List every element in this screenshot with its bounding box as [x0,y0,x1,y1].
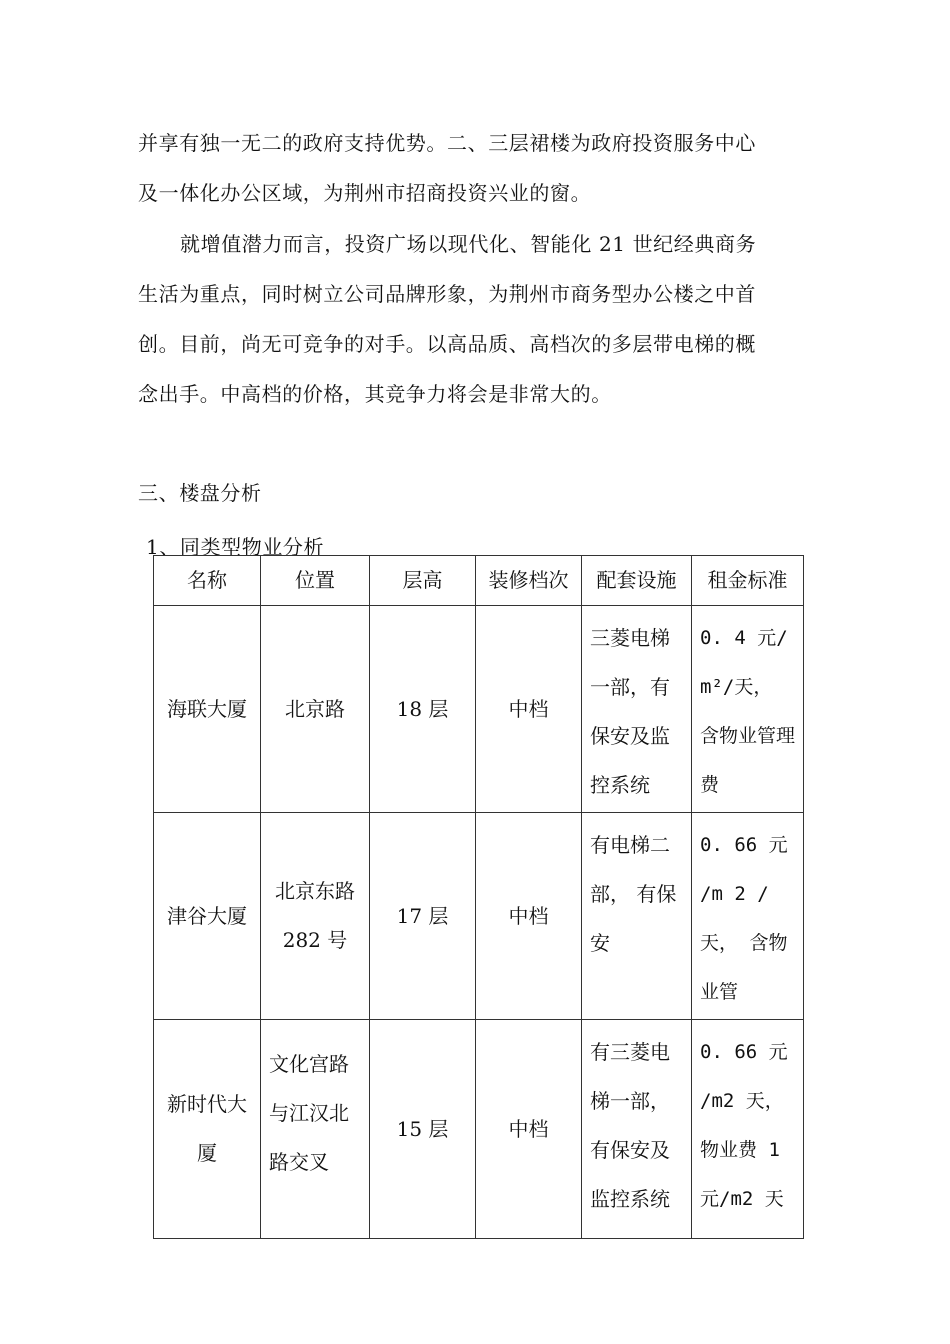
cell-decoration: 中档 [476,606,582,813]
table-row [154,606,804,813]
cell-name: 津谷大厦 [154,813,261,1020]
cell-decoration: 中档 [476,1020,582,1239]
paragraph-2-line-3: 创。目前，尚无可竞争的对手。以高品质、高档次的多层带电梯的概 [138,332,756,356]
header-floors: 层高 [370,556,476,606]
cell-floors: 15 层 [370,1020,476,1239]
cell-name: 海联大厦 [154,606,261,813]
table-row [154,813,804,1020]
cell-location: 北京东路 282 号 [261,813,370,1020]
subsection-heading: 1、同类型物业分析 [146,535,325,559]
table-row [154,1020,804,1239]
paragraph-1-line-1: 并享有独一无二的政府支持优势。二、三层裙楼为政府投资服务中心 [138,131,756,155]
property-comparison-table [153,555,804,1239]
header-name: 名称 [154,556,261,606]
header-facilities: 配套设施 [582,556,692,606]
header-rent: 租金标准 [692,556,804,606]
cell-decoration: 中档 [476,813,582,1020]
cell-location: 北京路 [261,606,370,813]
paragraph-2-line-1: 就增值潜力而言，投资广场以现代化、智能化 21 世纪经典商务 [180,232,757,256]
cell-name: 新时代大厦 [154,1020,261,1239]
table-header-row [154,556,804,606]
cell-floors: 18 层 [370,606,476,813]
cell-rent: 0. 66 元 /m2 天， 物业费 1 元/m2 天 [692,1020,804,1239]
header-decoration: 装修档次 [476,556,582,606]
header-location: 位置 [261,556,370,606]
paragraph-2-line-4: 念出手。中高档的价格，其竞争力将会是非常大的。 [138,382,612,406]
paragraph-2-line-2: 生活为重点，同时树立公司品牌形象，为荆州市商务型办公楼之中首 [138,282,756,306]
paragraph-1-line-2: 及一体化办公区域，为荆州市招商投资兴业的窗。 [138,181,592,205]
cell-facilities: 三菱电梯一部，有保安及监控系统 [582,606,692,813]
cell-rent: 0. 66 元 /m 2 /天， 含物业管 [692,813,804,1020]
cell-location: 文化宫路与江汉北路交叉 [261,1020,370,1239]
cell-facilities: 有三菱电梯一部， 有保安及监控系统 [582,1020,692,1239]
cell-facilities: 有电梯二部， 有保安 [582,813,692,1020]
section-heading: 三、楼盘分析 [138,481,262,505]
cell-rent: 0. 4 元/m²/天， 含物业管理费 [692,606,804,813]
cell-floors: 17 层 [370,813,476,1020]
